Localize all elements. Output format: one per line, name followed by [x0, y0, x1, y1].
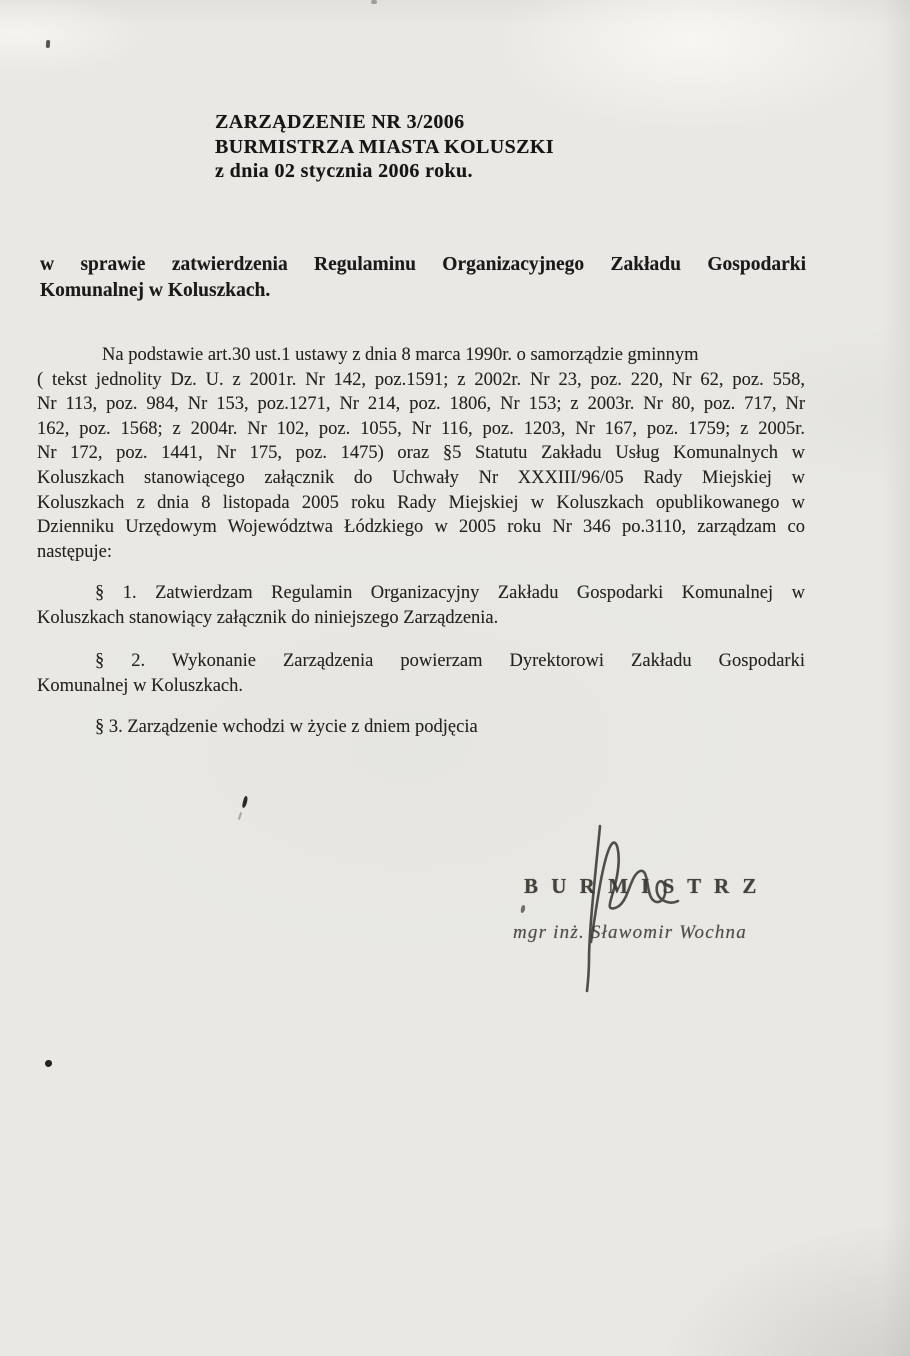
legal-basis-line: Dzienniku Urzędowym Województwa Łódzkiego w 2005 roku Nr 346 po.3110, zarządzam co [37, 517, 805, 538]
legal-basis-line: Nr 113, poz. 984, Nr 153, poz.1271, Nr 214, poz. 1806, Nr 153; z 2003r. Nr 80, poz. 717, Nr [37, 394, 805, 415]
handwritten-signature-icon [555, 810, 695, 1005]
ink-mark [242, 796, 249, 809]
legal-basis-paragraph [37, 343, 805, 564]
signer-name-stamp: mgr inż. Sławomir Wochna [513, 922, 747, 943]
paragraph-2 [37, 649, 805, 699]
document-title-block [215, 110, 695, 184]
subject-line: w sprawie zatwierdzenia Regulaminu Organizacyjnego Zakładu Gospodarki [40, 254, 806, 275]
subject-line: Komunalnej w Koluszkach. [40, 280, 271, 301]
legal-basis-line: Nr 172, poz. 1441, Nr 175, poz. 1475) oraz §5 Statutu Zakładu Usług Komunalnych w [37, 443, 805, 464]
ink-speck [371, 0, 377, 4]
legal-basis-line: Na podstawie art.30 ust.1 ustawy z dnia 8 marca 1990r. o samorządzie gminnym [102, 345, 699, 365]
paragraph-2-line: Komunalnej w Koluszkach. [37, 676, 244, 697]
legal-basis-line: 162, poz. 1568; z 2004r. Nr 102, poz. 1055, Nr 116, poz. 1203, Nr 167, poz. 1759; z 2005r. [37, 418, 805, 439]
legal-basis-line: ( tekst jednolity Dz. U. z 2001r. Nr 142, poz.1591; z 2002r. Nr 23, poz. 220, Nr 62, poz. 558, [37, 369, 805, 390]
paragraph-1-line: Koluszkach stanowiący załącznik do niniejszego Zarządzenia. [37, 608, 499, 629]
title-line-issuer: BURMISTRZA MIASTA KOLUSZKI [215, 135, 554, 158]
mayor-stamp-title: B U R M I S T R Z [524, 874, 761, 898]
paragraph-1 [37, 581, 805, 631]
title-line-date: z dnia 02 stycznia 2006 roku. [215, 160, 473, 182]
paragraph-1-line: § 1. Zatwierdzam Regulamin Organizacyjny Zakładu Gospodarki Komunalnej w [95, 583, 805, 603]
paragraph-2-line: § 2. Wykonanie Zarządzenia powierzam Dyrektorowi Zakładu Gospodarki [95, 651, 805, 671]
title-line-ordinance-number: ZARZĄDZENIE NR 3/2006 [215, 111, 465, 133]
paragraph-3-line: § 3. Zarządzenie wchodzi w życie z dniem podjęcia [95, 717, 478, 737]
ink-mark [238, 812, 242, 820]
ink-mark [520, 905, 525, 914]
legal-basis-line: Koluszkach stanowiącego załącznik do Uchwały Nr XXXIII/96/05 Rady Miejskiej w [37, 467, 805, 488]
ink-speck [46, 40, 51, 48]
subject-clause [40, 252, 806, 304]
ink-dot [45, 1060, 52, 1067]
legal-basis-line: następuje: [37, 541, 113, 562]
legal-basis-line: Koluszkach z dnia 8 listopada 2005 roku Rady Miejskiej w Koluszkach opublikowanego w [37, 492, 805, 513]
paragraph-3 [37, 715, 805, 740]
